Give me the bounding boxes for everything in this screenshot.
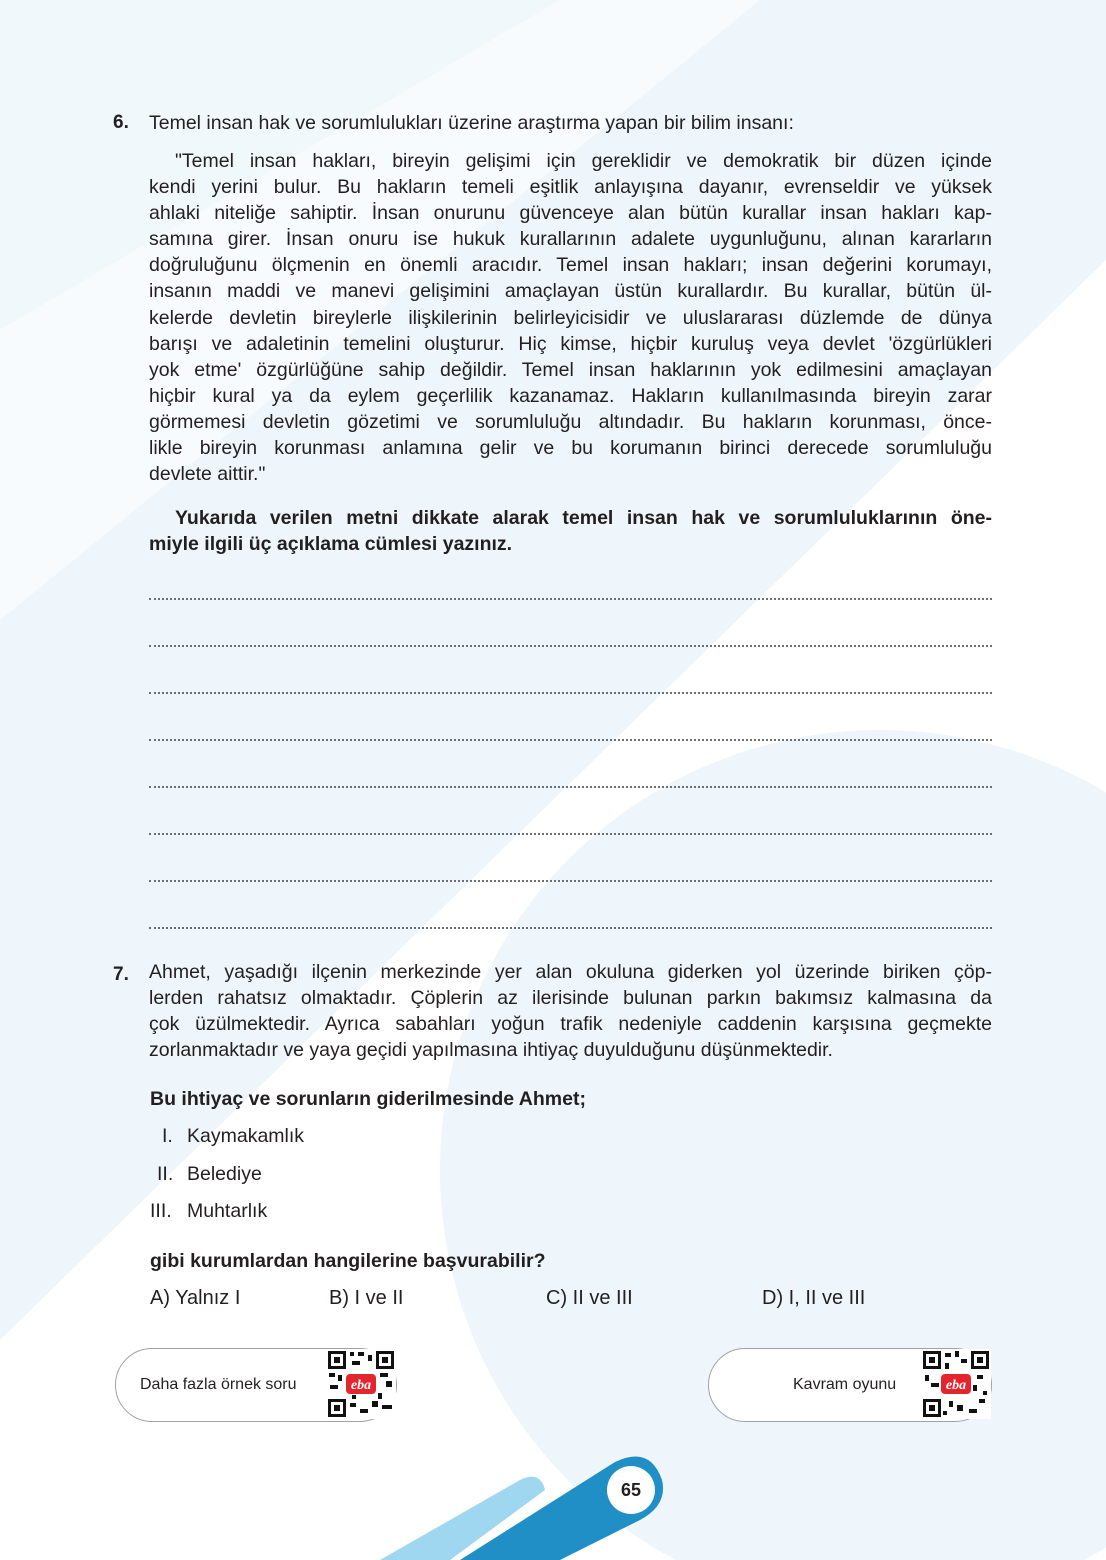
question-6-number: 6.	[113, 112, 129, 133]
quote-line: ahlaki niteliğe sahiptir. İnsan onurunu güvenceye alan bütün kurallar insan hakları kap-	[149, 202, 992, 225]
qr-code-icon	[326, 1349, 396, 1419]
option-text: Kaymakamlık	[187, 1125, 305, 1147]
stem-line: çok üzülmektedir. Ayrıca sabahları yoğun trafik nedeniyle caddenin karşısına geçmekte	[149, 1013, 992, 1036]
question-7-stem	[149, 959, 992, 1063]
page-number: 65	[607, 1466, 655, 1514]
quote-line: barışı ve adaletinin temelini oluşturur. Hiç kimse, hiçbir kuruluş veya devlet 'özgürlükleri	[149, 332, 992, 355]
eba-badge: eba	[350, 1378, 372, 1393]
question-6-instruction	[149, 505, 992, 557]
stem-line: lerden rahatsız olmaktadır. Çöplerin az ilerisinde bulunan parkın bakımsız kalmasına da	[149, 987, 992, 1010]
quote-line: likle bireyin korunması anlamına gelir ve bu korumanın birinci derecede sorumluluğu	[149, 437, 992, 460]
choice-d[interactable]: D) I, II ve III	[762, 1287, 866, 1309]
question-7-number: 7.	[113, 964, 129, 985]
instruction-line: Yukarıda verilen metni dikkate alarak temel insan hak ve sorumluluklarının öne-	[175, 507, 992, 529]
answer-line[interactable]	[149, 645, 992, 647]
instruction-line: miyle ilgili üç açıklama cümlesi yazınız.	[149, 533, 513, 556]
concept-game-label: Kavram oyunu	[793, 1376, 897, 1393]
answer-line[interactable]	[149, 598, 992, 600]
option-numeral: I.	[162, 1125, 173, 1147]
more-questions-label: Daha fazla örnek soru	[140, 1376, 297, 1393]
quote-line: yok etme' özgürlüğüne sahip değildir. Temel insan haklarının yok edilmesini amaçlayan	[149, 358, 992, 381]
quote-line: kelerde devletin bireylerle ilişkilerinin belirleyicisidir ve uluslararası düzlemde de dünya	[149, 306, 992, 329]
stem-line: zorlanmaktadır ve yaya geçidi yapılmasına ihtiyaç duyulduğunu düşünmektedir.	[149, 1039, 833, 1062]
qr-code-icon	[921, 1349, 991, 1419]
answer-line[interactable]	[149, 927, 992, 929]
quote-line: samına girer. İnsan onuru ise hukuk kurallarının adalete uygunluğunu, alınan kararların	[149, 228, 992, 251]
question-6-stem: Temel insan hak ve sorumlulukları üzerine araştırma yapan bir bilim insanı:	[149, 112, 794, 134]
option-numeral: III.	[150, 1200, 172, 1222]
choice-c[interactable]: C) II ve III	[546, 1287, 633, 1309]
stem-line: Ahmet, yaşadığı ilçenin merkezinde yer alan okuluna giderken yol üzerinde biriken çöp-	[149, 961, 992, 983]
concept-game-link[interactable]	[708, 1348, 992, 1422]
choice-a[interactable]: A) Yalnız I	[150, 1287, 241, 1309]
quote-line: kendi yerini bulur. Bu hakların temeli eşitlik anlayışına dayanır, evrenseldir ve yüksek	[149, 176, 992, 199]
question-6-quote	[149, 148, 992, 487]
quote-line: "Temel insan hakları, bireyin gelişimi için gereklidir ve demokratik bir düzen içinde	[175, 150, 992, 172]
answer-line[interactable]	[149, 692, 992, 694]
quote-line: insanın maddi ve manevi gelişimini amaçlayan üstün kurallardır. Bu kurallar, bütün ül-	[149, 280, 992, 303]
quote-line: devlete aittir."	[149, 463, 266, 486]
answer-line[interactable]	[149, 833, 992, 835]
more-questions-link[interactable]	[115, 1348, 397, 1422]
eba-badge: eba	[945, 1378, 967, 1393]
quote-line: doğruluğunu ölçmenin en önemli aracıdır. Temel insan hakları; insan değerini korumayı,	[149, 254, 992, 277]
option-numeral: II.	[157, 1163, 174, 1185]
choice-b[interactable]: B) I ve II	[329, 1287, 404, 1309]
answer-line[interactable]	[149, 786, 992, 788]
answer-line[interactable]	[149, 880, 992, 882]
quote-line: hiçbir kural ya da eylem geçerlilik kazanamaz. Hakların kullanılmasında bireyin zarar	[149, 384, 992, 407]
answer-line[interactable]	[149, 739, 992, 741]
option-text: Muhtarlık	[187, 1200, 268, 1222]
question-7-question: gibi kurumlardan hangilerine başvurabilir?	[150, 1250, 546, 1272]
quote-line: görmemesi devletin gözetimi ve sorumluluğu altındadır. Bu hakların korunması, önce-	[149, 410, 992, 433]
question-7-lead: Bu ihtiyaç ve sorunların giderilmesinde Ahmet;	[150, 1088, 586, 1110]
option-text: Belediye	[187, 1163, 262, 1185]
